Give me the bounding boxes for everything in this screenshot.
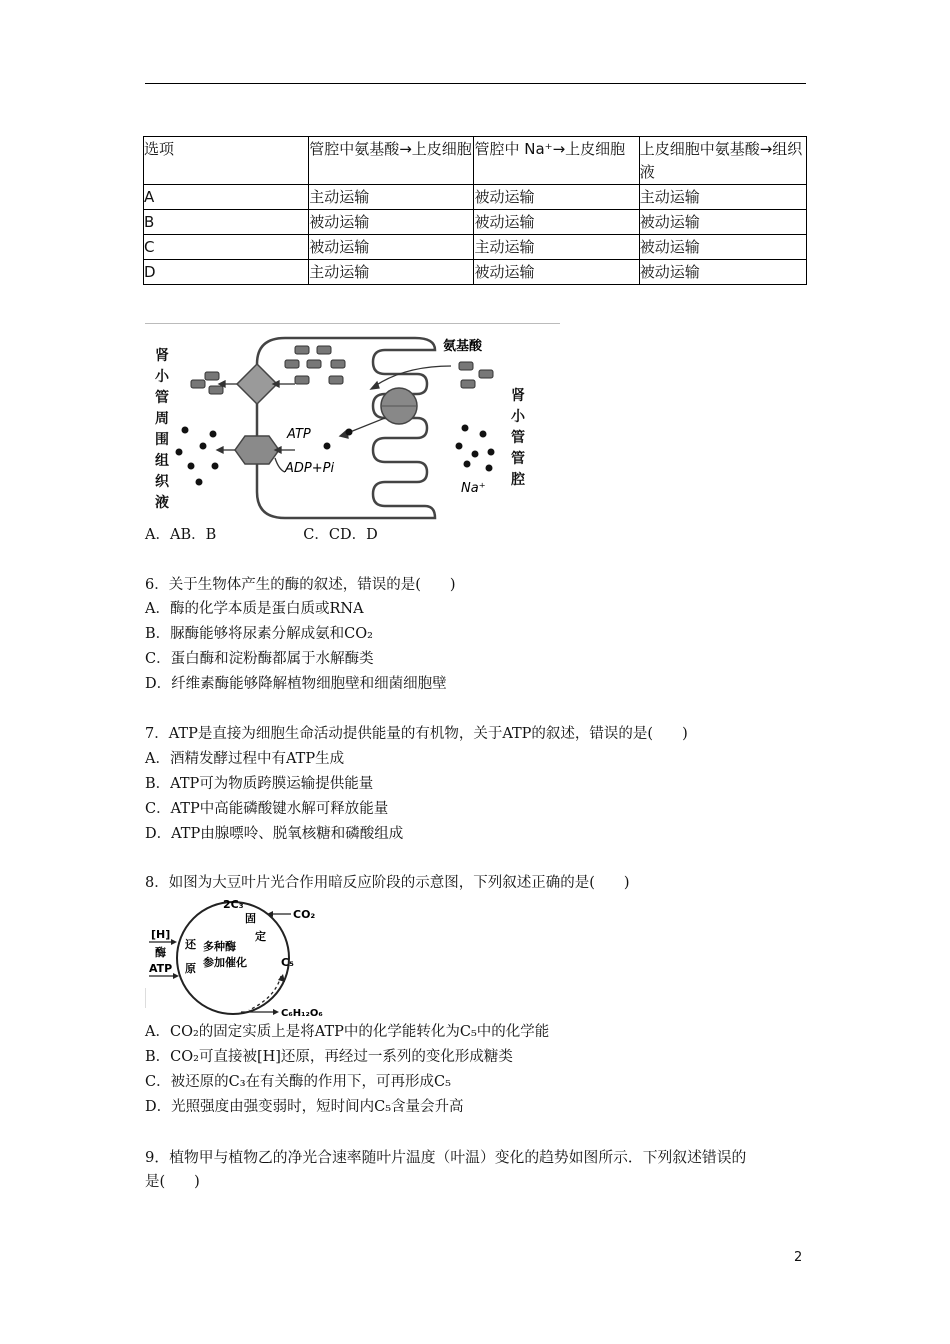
q6-option: D．纤维素酶能够降解植物细胞壁和细菌细胞壁: [145, 676, 447, 692]
right-label-char: 腔: [511, 472, 525, 488]
atp-label: ATP: [149, 962, 173, 975]
table-cell: B: [144, 210, 309, 235]
left-label-char: 组: [155, 453, 169, 469]
glucose-label: C₆H₁₂O₆: [281, 1008, 323, 1019]
q8-option: B．CO₂可直接被[H]还原，再经过一系列的变化形成糖类: [145, 1049, 513, 1065]
q6-stem: 6．关于生物体产生的酶的叙述，错误的是( ): [145, 577, 456, 593]
amino-acid-label: 氨基酸: [443, 339, 483, 354]
h-label: [H]: [151, 928, 171, 941]
q9-stem-line2: 是( ): [145, 1174, 200, 1190]
q6-option: A．酶的化学本质是蛋白质或RNA: [145, 601, 364, 617]
enzyme-label: 酶: [155, 946, 166, 959]
table-cell: 选项: [144, 137, 309, 185]
table-cell: 主动运输: [474, 235, 639, 260]
atp-label: ATP: [287, 427, 311, 442]
table-cell: C: [144, 235, 309, 260]
table-cell: 被动运输: [309, 235, 474, 260]
co2-label: CO₂: [293, 908, 316, 921]
table-cell: 被动运输: [474, 260, 639, 285]
table-cell: D: [144, 260, 309, 285]
ding-label: 定: [255, 930, 266, 943]
q7-option: A．酒精发酵过程中有ATP生成: [145, 751, 345, 767]
table-cell: 上皮细胞中氨基酸→组织液: [639, 137, 806, 185]
page-number: 2: [794, 1250, 803, 1265]
table-cell: 主动运输: [639, 185, 806, 210]
table-cell: 被动运输: [639, 210, 806, 235]
table-cell: 被动运输: [639, 260, 806, 285]
table-cell: 管腔中氨基酸→上皮细胞: [309, 137, 474, 185]
left-side-label: [155, 347, 170, 511]
amino-acid-group-left: [191, 372, 223, 394]
yuan-label: 原: [185, 962, 196, 975]
q6-option: B．脲酶能够将尿素分解成氨和CO₂: [145, 626, 373, 642]
calvin-cycle-diagram: [145, 896, 365, 1020]
left-label-char: 周: [155, 411, 169, 427]
q5-answer-options: A．AB．B C．CD．D: [145, 527, 378, 543]
left-label-char: 液: [155, 495, 169, 511]
table-cell: 被动运输: [474, 185, 639, 210]
table-row: [144, 235, 807, 260]
q8-option: A．CO₂的固定实质上是将ATP中的化学能转化为C₅中的化学能: [145, 1024, 550, 1040]
header-rule: [145, 83, 806, 84]
right-label-char: 小: [511, 409, 525, 425]
right-label-char: 管: [511, 451, 525, 467]
sodium-label: Na⁺: [461, 481, 486, 496]
table-row: [144, 260, 807, 285]
q9-stem-line1: 9．植物甲与植物乙的净光合速率随叶片温度（叶温）变化的趋势如图所示．下列叙述错误的: [145, 1149, 747, 1166]
q7-option: C．ATP中高能磷酸键水解可释放能量: [145, 801, 389, 817]
q6-option: C．蛋白酶和淀粉酶都属于水解酶类: [145, 651, 374, 667]
table-header-row: [144, 137, 807, 185]
adp-label: ADP+Pi: [285, 461, 335, 476]
amino-acid-group-right: [459, 362, 493, 388]
q8-stem: 8．如图为大豆叶片光合作用暗反应阶段的示意图，下列叙述正确的是( ): [145, 875, 630, 891]
q8-option: C．被还原的C₃在有关酶的作用下，可再形成C₅: [145, 1074, 451, 1090]
table-cell: 被动运输: [474, 210, 639, 235]
table-cell: A: [144, 185, 309, 210]
center-label-1: 多种酶: [203, 940, 236, 953]
left-label-char: 织: [155, 474, 169, 490]
cell-membrane: [257, 338, 435, 518]
right-label-char: 肾: [511, 388, 525, 404]
q7-option: D．ATP由腺嘌呤、脱氧核糖和磷酸组成: [145, 826, 404, 842]
diamond-transporter: [237, 364, 277, 404]
table-cell: 管腔中 Na⁺→上皮细胞: [474, 137, 639, 185]
q8-option: D．光照强度由强变弱时，短时间内C₅含量会升高: [145, 1099, 464, 1115]
table-row: [144, 210, 807, 235]
q7-option: B．ATP可为物质跨膜运输提供能量: [145, 776, 374, 792]
c5-label: C₅: [281, 956, 294, 969]
left-label-char: 管: [155, 390, 169, 406]
left-label-char: 小: [155, 369, 169, 385]
huan-label: 还: [185, 938, 196, 951]
sodium-ions: [176, 425, 495, 486]
amino-acid-group-inside: [285, 346, 345, 384]
right-side-label: [511, 387, 526, 488]
figure-top-rule: [145, 323, 560, 324]
transport-table: [143, 136, 807, 285]
table-cell: 主动运输: [309, 185, 474, 210]
right-label-char: 管: [511, 430, 525, 446]
left-label-char: 肾: [155, 348, 169, 364]
table-cell: 被动运输: [309, 210, 474, 235]
table-cell: 主动运输: [309, 260, 474, 285]
q7-stem: 7．ATP是直接为细胞生命活动提供能量的有机物，关于ATP的叙述，错误的是( ): [145, 726, 688, 742]
center-label-2: 参加催化: [203, 956, 247, 969]
left-label-char: 围: [155, 432, 169, 448]
table-row: [144, 185, 807, 210]
c3-label: 2C₃: [223, 898, 244, 911]
tubule-cell-diagram: [145, 326, 565, 526]
table-cell: 被动运输: [639, 235, 806, 260]
hexagon-pump: [235, 436, 279, 464]
gu-label: 固: [245, 912, 256, 925]
